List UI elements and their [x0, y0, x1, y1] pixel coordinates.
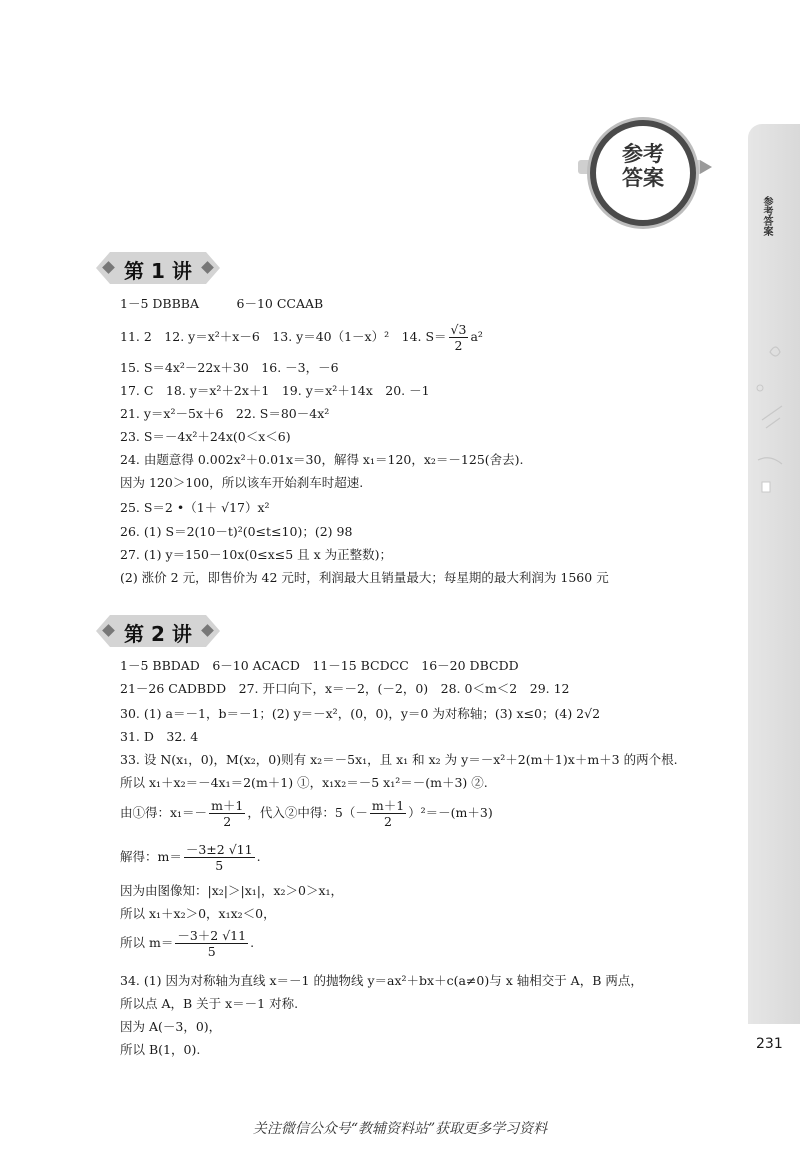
side-decoration [752, 330, 792, 530]
side-label: 参考答案 [761, 196, 772, 236]
l1-line8: 因为 120＞100，所以该车开始刹车时超速. [120, 475, 364, 490]
footer-note: 关注微信公众号“教辅资料站”获取更多学习资料 [252, 1121, 548, 1137]
l1-line12: (2) 涨价 2 元，即售价为 42 元时，利润最大且销量最大；每星期的最大利润为 1560 元 [120, 570, 609, 585]
l2-line7: 由①得：x₁＝－ $\frac{m+1}{2}$ ，代入②中得：5（－ $\frac{m+1}{2}$ ）²＝－(m＋3) [120, 798, 493, 829]
lecture2-title: 第 2 讲 [124, 622, 192, 646]
l2-line6: 所以 x₁＋x₂＝－4x₁＝2(m＋1) ①，x₁x₂＝－5 x₁²＝－(m＋3) ②. [120, 775, 488, 790]
answer-badge [578, 118, 718, 228]
l2-line3: 30. (1) a＝－1，b＝－1；(2) y＝－x²，(0，0)，y＝0 为对称轴；(3) x≤0；(4) 2√2 [120, 706, 601, 721]
fraction: $\frac{-3\pm 2 √11}{5}$ [185, 842, 253, 873]
l1-line2: 11. 2 12. y＝x²＋x－6 13. y＝40（1－x）² 14. S＝ $\frac{√3}{2}$ a² [120, 322, 483, 353]
l2-line4: 31. D 32. 4 [120, 729, 199, 744]
lecture1-title: 第 1 讲 [124, 259, 192, 283]
l1-line6: 23. S＝－4x²＋24x(0＜x＜6) [120, 429, 291, 444]
l2-line1: 1－5 BBDAD 6－10 ACACD 11－15 BCDCC 16－20 DBCDD [120, 658, 519, 673]
l2-line8: 解得：m＝ $\frac{-3\pm 2 √11}{5}$ . [120, 842, 261, 873]
side-tab [748, 124, 800, 1024]
l2-line9: 因为由图像知：|x₂|＞|x₁|，x₂＞0＞x₁， [120, 883, 344, 898]
l2-line11: 所以 m＝ $\frac{-3+2 √11}{5}$ . [120, 928, 255, 959]
page-number: 231 [756, 1036, 783, 1052]
fraction: $\frac{-3+2 √11}{5}$ [177, 928, 247, 959]
l2-line2: 21－26 CADBDD 27. 开口向下，x＝－2，(－2，0) 28. 0＜m＜2 29. 12 [120, 681, 570, 696]
l1-line3: 15. S＝4x²－22x＋30 16. －3，－6 [120, 360, 339, 375]
l2-line15: 所以 B(1，0). [120, 1042, 201, 1057]
l1-line7: 24. 由题意得 0.002x²＋0.01x＝30，解得 x₁＝120，x₂＝－125(舍去). [120, 452, 524, 467]
l2-line12: 34. (1) 因为对称轴为直线 x＝－1 的抛物线 y＝ax²＋bx＋c(a≠0)与 x 轴相交于 A，B 两点， [120, 973, 643, 988]
l2-line13: 所以点 A，B 关于 x＝－1 对称. [120, 996, 299, 1011]
l1-line9: 25. S＝2 •（1＋ √17）x² [120, 500, 270, 515]
badge-line2: 答案 [622, 166, 664, 190]
l2-line5: 33. 设 N(x₁，0)，M(x₂，0)则有 x₂＝－5x₁，且 x₁ 和 x₂ 为 y＝－x²＋2(m＋1)x＋m＋3 的两个根. [120, 752, 678, 767]
l2-line14: 因为 A(－3，0)， [120, 1019, 222, 1034]
fraction: $\frac{m+1}{2}$ [371, 798, 405, 829]
l1-line4: 17. C 18. y＝x²＋2x＋1 19. y＝x²＋14x 20. －1 [120, 383, 430, 398]
fraction: $\frac{m+1}{2}$ [211, 798, 244, 829]
l1-line10: 26. (1) S＝2(10－t)²(0≤t≤10)；(2) 98 [120, 524, 353, 539]
l1-line1: 1－5 DBBBA 6－10 CCAAB [120, 296, 324, 311]
lecture2-header [96, 615, 220, 647]
badge-line1: 参考 [622, 142, 664, 166]
l2-line10: 所以 x₁＋x₂＞0，x₁x₂＜0， [120, 906, 276, 921]
lecture1-header [96, 252, 220, 284]
l1-line5: 21. y＝x²－5x＋6 22. S＝80－4x² [120, 406, 330, 421]
l1-line11: 27. (1) y＝150－10x(0≤x≤5 且 x 为正整数)； [120, 547, 393, 562]
badge-title [596, 142, 690, 190]
fraction: $\frac{√3}{2}$ [450, 322, 467, 353]
